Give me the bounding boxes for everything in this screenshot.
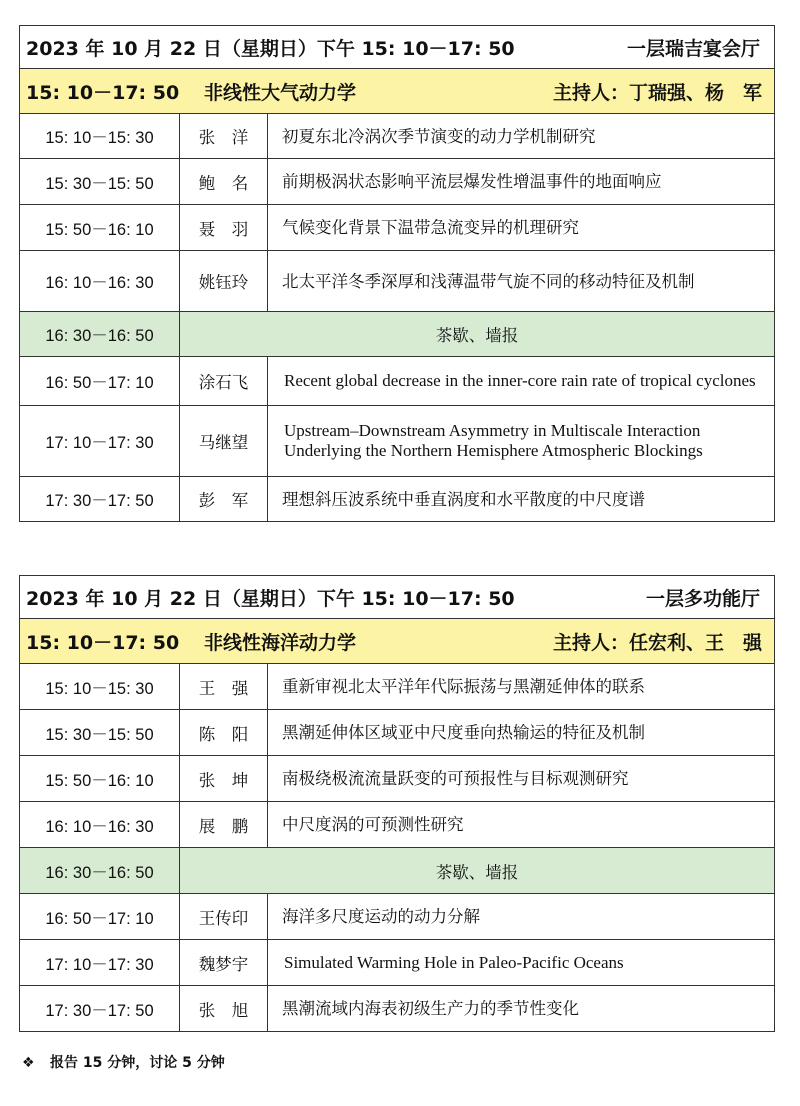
- talk-row: [20, 664, 775, 710]
- talk-title: 中尺度涡的可预测性研究: [268, 802, 775, 848]
- talk-row: [20, 986, 775, 1032]
- talk-time: 17: 30－17: 50: [20, 986, 180, 1032]
- talk-speaker: 涂石飞: [180, 357, 268, 406]
- talk-title: 黑潮延伸体区域亚中尺度垂向热输运的特征及机制: [268, 710, 775, 756]
- break-row: [20, 848, 775, 894]
- session-title-row: [20, 619, 775, 664]
- talk-speaker: 陈 阳: [180, 710, 268, 756]
- talk-speaker: 彭 军: [180, 477, 268, 522]
- session-title-row: [20, 69, 775, 114]
- talk-row: [20, 251, 775, 312]
- session-room: 一层瑞吉宴会厅: [626, 37, 760, 60]
- talk-row: [20, 894, 775, 940]
- talk-title: 气候变化背景下温带急流变异的机理研究: [268, 205, 775, 251]
- break-label: 茶歇、墙报: [180, 848, 775, 894]
- talk-title: 理想斜压波系统中垂直涡度和水平散度的中尺度谱: [268, 477, 775, 522]
- talk-row: [20, 357, 775, 406]
- talk-time: 16: 10－16: 30: [20, 251, 180, 312]
- talk-row: [20, 710, 775, 756]
- talk-time: 15: 30－15: 50: [20, 710, 180, 756]
- talk-time: 15: 10－15: 30: [20, 664, 180, 710]
- talk-speaker: 姚钰玲: [180, 251, 268, 312]
- talk-title: 南极绕极流流量跃变的可预报性与目标观测研究: [268, 756, 775, 802]
- talk-time: 17: 30－17: 50: [20, 477, 180, 522]
- schedule-header-row: [20, 576, 775, 619]
- talk-title: 海洋多尺度运动的动力分解: [268, 894, 775, 940]
- talk-time: 17: 10－17: 30: [20, 406, 180, 477]
- talk-row: [20, 802, 775, 848]
- talk-title: 初夏东北冷涡次季节演变的动力学机制研究: [268, 114, 775, 159]
- diamond-bullet-icon: ❖: [22, 1055, 35, 1071]
- session-title: 非线性大气动力学: [204, 81, 357, 104]
- talk-time: 16: 50－17: 10: [20, 357, 180, 406]
- talk-speaker: 鲍 名: [180, 159, 268, 205]
- talk-title: 北太平洋冬季深厚和浅薄温带气旋不同的移动特征及机制: [268, 251, 775, 312]
- schedule-table-atmosphere: [19, 25, 775, 522]
- session-title: 非线性海洋动力学: [204, 631, 357, 654]
- talk-row: [20, 756, 775, 802]
- talk-speaker: 张 旭: [180, 986, 268, 1032]
- talk-row: [20, 159, 775, 205]
- session-time: 15: 10－17: 50: [26, 81, 180, 104]
- session-time: 15: 10－17: 50: [26, 631, 180, 654]
- talk-row: [20, 477, 775, 522]
- talk-time: 16: 50－17: 10: [20, 894, 180, 940]
- talk-speaker: 魏梦宇: [180, 940, 268, 986]
- break-label: 茶歇、墙报: [180, 312, 775, 357]
- talk-time: 15: 50－16: 10: [20, 205, 180, 251]
- talk-title: 前期极涡状态影响平流层爆发性增温事件的地面响应: [268, 159, 775, 205]
- talk-row: [20, 114, 775, 159]
- talk-speaker: 张 洋: [180, 114, 268, 159]
- break-time: 16: 30－16: 50: [20, 312, 180, 357]
- session-hosts: 主持人：丁瑞强、杨 军: [552, 81, 762, 104]
- schedule-table-ocean: [19, 575, 775, 1032]
- talk-title: 黑潮流域内海表初级生产力的季节性变化: [268, 986, 775, 1032]
- footnote: [22, 1052, 225, 1072]
- talk-speaker: 聂 羽: [180, 205, 268, 251]
- talk-row: [20, 940, 775, 986]
- break-row: [20, 312, 775, 357]
- session-hosts: 主持人：任宏利、王 强: [552, 631, 762, 654]
- talk-title: Simulated Warming Hole in Paleo-Pacific Oceans: [268, 940, 775, 986]
- talk-time: 17: 10－17: 30: [20, 940, 180, 986]
- session-room: 一层多功能厅: [645, 587, 760, 610]
- talk-speaker: 展 鹏: [180, 802, 268, 848]
- talk-speaker: 马继望: [180, 406, 268, 477]
- talk-speaker: 王传印: [180, 894, 268, 940]
- talk-time: 15: 30－15: 50: [20, 159, 180, 205]
- talk-speaker: 张 坤: [180, 756, 268, 802]
- talk-row: [20, 406, 775, 477]
- talk-title: 重新审视北太平洋年代际振荡与黑潮延伸体的联系: [268, 664, 775, 710]
- break-time: 16: 30－16: 50: [20, 848, 180, 894]
- talk-time: 16: 10－16: 30: [20, 802, 180, 848]
- talk-speaker: 王 强: [180, 664, 268, 710]
- talk-row: [20, 205, 775, 251]
- talk-title: Upstream–Downstream Asymmetry in Multiscale Interaction Underlying the Northern Hemisphere Atmospheric Blockings: [268, 406, 775, 477]
- session-date: 2023 年 10 月 22 日（星期日）下午 15: 10－17: 50: [26, 37, 515, 60]
- footnote-text: 报告 15 分钟，讨论 5 分钟: [50, 1055, 225, 1071]
- talk-time: 15: 50－16: 10: [20, 756, 180, 802]
- talk-title: Recent global decrease in the inner-core rain rate of tropical cyclones: [268, 357, 775, 406]
- schedule-header-row: [20, 26, 775, 69]
- talk-time: 15: 10－15: 30: [20, 114, 180, 159]
- session-date: 2023 年 10 月 22 日（星期日）下午 15: 10－17: 50: [26, 587, 515, 610]
